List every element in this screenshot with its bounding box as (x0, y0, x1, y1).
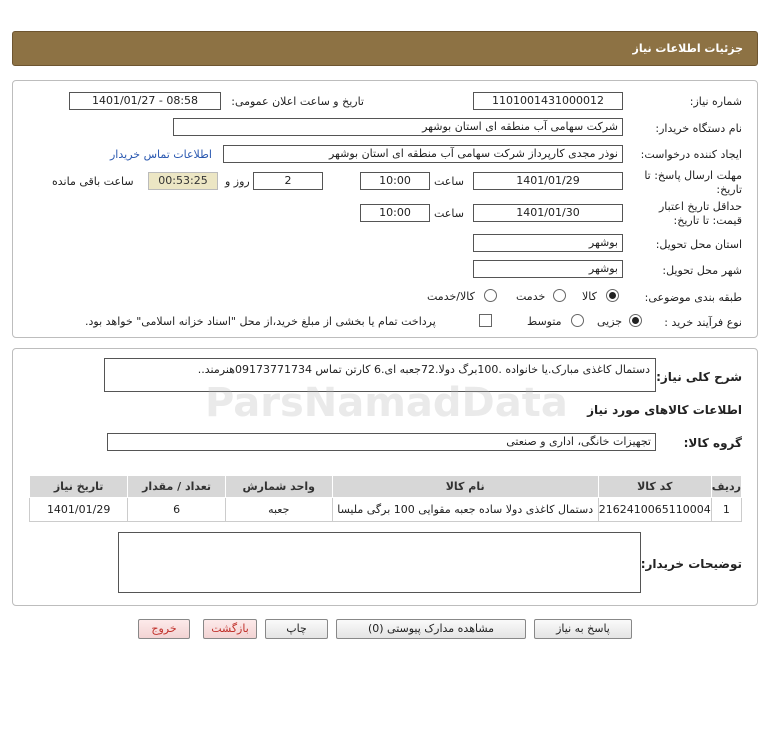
exit-button[interactable]: خروج (138, 619, 190, 639)
goods-group-label: گروه کالا: (683, 436, 742, 450)
cell-row: 1 (711, 498, 741, 522)
col-qty: تعداد / مقدار (128, 476, 226, 498)
reply-deadline-label: مهلت ارسال پاسخ: تا (644, 169, 742, 182)
page-title: جزئیات اطلاعات نیاز (632, 42, 743, 55)
days-field: 2 (253, 172, 323, 190)
treasury-note: پرداخت تمام یا بخشی از مبلغ خرید،از محل "اسناد خزانه اسلامی" خواهد بود. (85, 315, 436, 328)
validity-date-field: 1401/01/30 (473, 204, 623, 222)
cell-name: دستمال کاغذی دولا ساده جعبه مقوایی 100 برگی ملیسا (332, 498, 598, 522)
col-date: تاریخ نیاز (30, 476, 128, 498)
category-label: طبقه بندی موضوعی: (644, 291, 742, 304)
reply-button[interactable]: پاسخ به نیاز (534, 619, 632, 639)
buyer-org-label: نام دستگاه خریدار: (655, 122, 742, 135)
treasury-checkbox[interactable] (479, 314, 492, 327)
watermark-brand: ParsNamadData (205, 380, 568, 426)
province-label: استان محل تحویل: (655, 238, 742, 251)
category-radio-goods-service[interactable] (484, 289, 497, 302)
cell-code: 2162410065110004 (598, 498, 711, 522)
announce-datetime-label: تاریخ و ساعت اعلان عمومی: (231, 95, 364, 108)
col-code: کد کالا (598, 476, 711, 498)
city-label: شهر محل تحویل: (662, 264, 742, 277)
process-label: نوع فرآیند خرید : (664, 316, 742, 329)
goods-table (29, 475, 742, 522)
summary-label: شرح کلی نیاز: (656, 370, 742, 384)
buyer-org-field: شرکت سهامی آب منطقه ای استان بوشهر (173, 118, 623, 136)
col-name: نام کالا (332, 476, 598, 498)
goods-group-field: تجهیزات خانگی، اداری و صنعتی (107, 433, 656, 451)
process-radio-minor[interactable] (629, 314, 642, 327)
city-field: بوشهر (473, 260, 623, 278)
buyer-notes-label: توضیحات خریدار: (640, 557, 742, 571)
attachments-button[interactable]: مشاهده مدارک پیوستی (0) (336, 619, 526, 639)
table-row (30, 498, 742, 522)
page-header (12, 31, 758, 66)
need-number-label: شماره نیاز: (689, 95, 742, 108)
remaining-time-field: 00:53:25 (148, 172, 218, 190)
announce-datetime-field: 1401/01/27 - 08:58 (69, 92, 221, 110)
buyer-notes-field (118, 532, 641, 593)
cell-unit: جعبه (225, 498, 332, 522)
category-radio-service[interactable] (553, 289, 566, 302)
buyer-contact-link[interactable]: اطلاعات تماس خریدار (110, 148, 212, 161)
reply-time-label: ساعت (434, 175, 464, 188)
goods-table-header (30, 476, 742, 498)
process-option-medium: متوسط (527, 315, 562, 328)
category-option-service: خدمت (516, 290, 546, 303)
process-option-minor: جزیی (597, 315, 623, 328)
col-row: ردیف (711, 476, 741, 498)
validity-time-field: 10:00 (360, 204, 430, 222)
col-unit: واحد شمارش (225, 476, 332, 498)
reply-deadline-label-2: تاریخ: (716, 183, 742, 196)
remaining-time-label: ساعت باقی مانده (52, 175, 134, 188)
validity-time-label: ساعت (434, 207, 464, 220)
process-radio-medium[interactable] (571, 314, 584, 327)
category-radio-goods[interactable] (606, 289, 619, 302)
validity-label-2: قیمت: تا تاریخ: (673, 214, 742, 227)
creator-field: نوذر مجدی کارپرداز شرکت سهامی آب منطقه ای استان بوشهر (223, 145, 623, 163)
need-number-field: 1101001431000012 (473, 92, 623, 110)
print-button[interactable]: چاپ (265, 619, 328, 639)
cell-qty: 6 (128, 498, 226, 522)
province-field: بوشهر (473, 234, 623, 252)
reply-time-field: 10:00 (360, 172, 430, 190)
category-option-goods-service: کالا/خدمت (427, 290, 475, 303)
creator-label: ایجاد کننده درخواست: (640, 148, 742, 161)
validity-label: حداقل تاریخ اعتبار (658, 200, 742, 213)
summary-field: دستمال کاغذی مبارک.یا خانواده .100برگ دولا.72جعبه ای.6 کارتن تماس 09173771734هنرمند.. (104, 358, 656, 392)
reply-date-field: 1401/01/29 (473, 172, 623, 190)
back-button[interactable]: بازگشت (203, 619, 257, 639)
cell-date: 1401/01/29 (30, 498, 128, 522)
category-option-goods: کالا (582, 290, 597, 303)
goods-section-title: اطلاعات کالاهای مورد نیاز (587, 403, 742, 417)
days-label: روز و (225, 175, 250, 188)
